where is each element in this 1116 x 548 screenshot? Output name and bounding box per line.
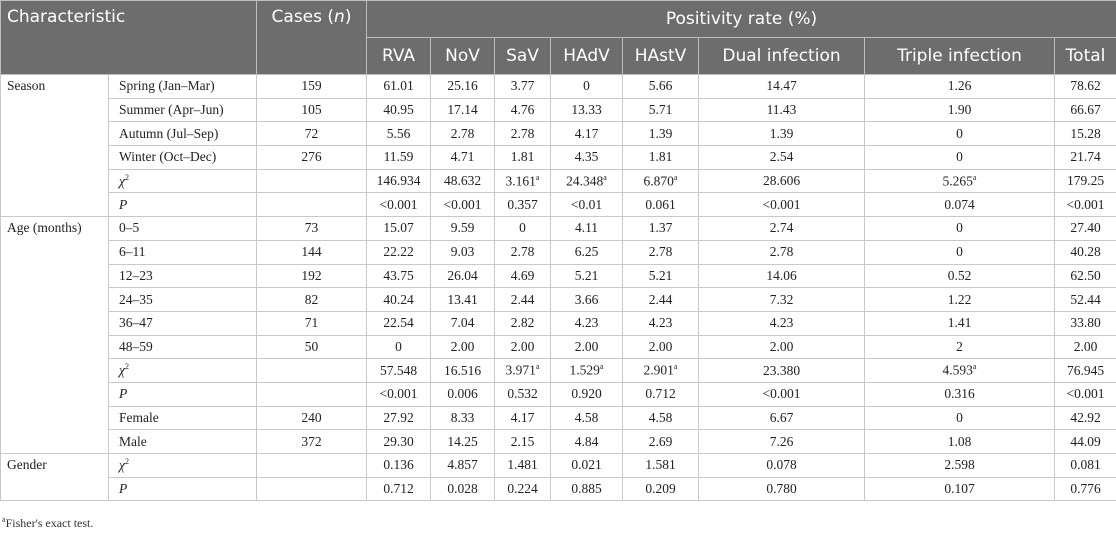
header-cases: Cases (n) (257, 1, 367, 75)
cell-value: 40.24 (367, 288, 431, 312)
cell-value: 0.224 (495, 477, 551, 501)
cell-value: 2.00 (431, 335, 495, 359)
cell-value: 25.16 (431, 75, 495, 99)
table-row (1, 122, 1116, 146)
cell-cases: 105 (257, 98, 367, 122)
table-row (1, 288, 1116, 312)
group-season: Season (1, 75, 109, 217)
cell-value: 0 (865, 122, 1055, 146)
cell-value: 6.25 (551, 240, 623, 264)
cell-value: 0.107 (865, 477, 1055, 501)
cell-value: 1.26 (865, 75, 1055, 99)
cell-value: 2.69 (623, 430, 699, 454)
row-label: Female (109, 406, 257, 430)
cell-value: 5.265$^a$ (865, 169, 1055, 193)
cell-value: 2.82 (495, 311, 551, 335)
cell-value: 0 (551, 75, 623, 99)
cell-value: 7.32 (699, 288, 865, 312)
cell-value: 23.380 (699, 359, 865, 383)
cell-value: 0 (367, 335, 431, 359)
group-gender: Gender (1, 454, 109, 501)
cell-value: 1.90 (865, 98, 1055, 122)
row-label: Male (109, 430, 257, 454)
cell-cases: 192 (257, 264, 367, 288)
cell-value: 62.50 (1055, 264, 1116, 288)
row-label: 6–11 (109, 240, 257, 264)
header-nov: NoV (431, 38, 495, 75)
cell-value: 1.81 (495, 146, 551, 170)
table-row (1, 169, 1116, 193)
row-label: Autumn (Jul–Sep) (109, 122, 257, 146)
cell-value: <0.001 (1055, 193, 1116, 217)
cell-value: 11.59 (367, 146, 431, 170)
header-triple-infection: Triple infection (865, 38, 1055, 75)
table-row (1, 454, 1116, 478)
row-label: Summer (Apr–Jun) (109, 98, 257, 122)
cell-cases: 240 (257, 406, 367, 430)
cell-value: 1.08 (865, 430, 1055, 454)
cell-value: 4.17 (495, 406, 551, 430)
cell-value: 4.593$^a$ (865, 359, 1055, 383)
cell-cases (257, 193, 367, 217)
cell-value: 0.357 (495, 193, 551, 217)
row-label-p: P (109, 382, 257, 406)
cell-value: 27.92 (367, 406, 431, 430)
cell-value: 2.74 (699, 217, 865, 241)
cell-value: 5.56 (367, 122, 431, 146)
table-row (1, 335, 1116, 359)
table-row (1, 264, 1116, 288)
cell-value: <0.001 (367, 193, 431, 217)
cell-value: 0 (865, 240, 1055, 264)
row-label: Winter (Oct–Dec) (109, 146, 257, 170)
cell-value: 0 (865, 217, 1055, 241)
cell-value: 0.028 (431, 477, 495, 501)
cell-value: 0.074 (865, 193, 1055, 217)
table-row (1, 359, 1116, 383)
cell-value: 0.920 (551, 382, 623, 406)
cell-value: 76.945 (1055, 359, 1116, 383)
cell-value: 3.161$^a$ (495, 169, 551, 193)
cell-cases (257, 359, 367, 383)
table-row (1, 406, 1116, 430)
cell-cases (257, 454, 367, 478)
row-label-chi-square: $\chi^2$ (109, 359, 257, 383)
cell-value: 6.870$^a$ (623, 169, 699, 193)
cell-value: 0 (495, 217, 551, 241)
table-row (1, 430, 1116, 454)
cell-cases: 276 (257, 146, 367, 170)
cell-value: 28.606 (699, 169, 865, 193)
cell-value: 0.078 (699, 454, 865, 478)
table-row (1, 98, 1116, 122)
cell-value: 1.81 (623, 146, 699, 170)
cell-value: 1.529$^a$ (551, 359, 623, 383)
cell-value: 42.92 (1055, 406, 1116, 430)
cell-value: 4.35 (551, 146, 623, 170)
cell-cases (257, 477, 367, 501)
cell-value: 2.78 (495, 240, 551, 264)
cell-value: 0.780 (699, 477, 865, 501)
cell-value: 0.52 (865, 264, 1055, 288)
cell-value: 27.40 (1055, 217, 1116, 241)
cell-value: 4.71 (431, 146, 495, 170)
cell-value: <0.001 (699, 382, 865, 406)
cell-value: <0.001 (367, 382, 431, 406)
cell-value: 4.23 (551, 311, 623, 335)
cell-value: 26.04 (431, 264, 495, 288)
cell-value: 2.00 (1055, 335, 1116, 359)
cell-value: 24.348$^a$ (551, 169, 623, 193)
cell-cases: 144 (257, 240, 367, 264)
cell-value: 0.776 (1055, 477, 1116, 501)
cell-value: 52.44 (1055, 288, 1116, 312)
cell-value: 3.77 (495, 75, 551, 99)
cell-value: 2.54 (699, 146, 865, 170)
cell-value: 1.581 (623, 454, 699, 478)
cell-value: 57.548 (367, 359, 431, 383)
cell-value: 33.80 (1055, 311, 1116, 335)
cell-value: <0.01 (551, 193, 623, 217)
cell-cases: 372 (257, 430, 367, 454)
cell-value: 78.62 (1055, 75, 1116, 99)
cell-cases: 72 (257, 122, 367, 146)
table-row (1, 477, 1116, 501)
row-label-p: P (109, 193, 257, 217)
row-label: 36–47 (109, 311, 257, 335)
cell-value: 48.632 (431, 169, 495, 193)
cell-value: 1.39 (699, 122, 865, 146)
cell-value: 4.23 (623, 311, 699, 335)
cell-value: 0.209 (623, 477, 699, 501)
cell-cases (257, 169, 367, 193)
cell-value: 0.006 (431, 382, 495, 406)
cell-value: 2.78 (699, 240, 865, 264)
cell-value: 4.58 (623, 406, 699, 430)
cell-value: 6.67 (699, 406, 865, 430)
cell-value: 2.00 (623, 335, 699, 359)
cell-value: 29.30 (367, 430, 431, 454)
row-label: 24–35 (109, 288, 257, 312)
cell-value: 0.021 (551, 454, 623, 478)
cell-value: 0.712 (623, 382, 699, 406)
cell-value: <0.001 (699, 193, 865, 217)
cell-value: 3.971$^a$ (495, 359, 551, 383)
cell-value: 15.28 (1055, 122, 1116, 146)
header-characteristic: Characteristic (1, 1, 257, 75)
cell-value: 40.95 (367, 98, 431, 122)
table-row (1, 146, 1116, 170)
cell-value: 0.136 (367, 454, 431, 478)
cell-value: 16.516 (431, 359, 495, 383)
cell-value: 1.22 (865, 288, 1055, 312)
cell-value: 43.75 (367, 264, 431, 288)
header-dual-infection: Dual infection (699, 38, 865, 75)
cell-value: 1.41 (865, 311, 1055, 335)
cell-value: 0.712 (367, 477, 431, 501)
cell-value: 0.532 (495, 382, 551, 406)
header-positivity-rate: Positivity rate (%) (367, 1, 1116, 38)
row-label: 12–23 (109, 264, 257, 288)
table-row (1, 382, 1116, 406)
cell-cases: 73 (257, 217, 367, 241)
row-label: 48–59 (109, 335, 257, 359)
row-label: 0–5 (109, 217, 257, 241)
table-row (1, 193, 1116, 217)
cell-value: 4.857 (431, 454, 495, 478)
cell-value: 179.25 (1055, 169, 1116, 193)
cell-value: 7.04 (431, 311, 495, 335)
group-age: Age (months) (1, 217, 109, 454)
table-row (1, 240, 1116, 264)
cell-value: 4.76 (495, 98, 551, 122)
cell-value: 8.33 (431, 406, 495, 430)
row-label-chi-square: $\chi^2$ (109, 169, 257, 193)
cell-cases: 159 (257, 75, 367, 99)
table-row (1, 217, 1116, 241)
cell-value: 4.58 (551, 406, 623, 430)
cell-value: 4.84 (551, 430, 623, 454)
cell-value: 5.21 (551, 264, 623, 288)
cell-value: 13.33 (551, 98, 623, 122)
cell-value: 2.00 (551, 335, 623, 359)
cell-value: 5.71 (623, 98, 699, 122)
cell-value: 2.44 (495, 288, 551, 312)
cell-value: 0.316 (865, 382, 1055, 406)
row-label-chi-square: $\chi^2$ (109, 454, 257, 478)
table-footnote: $^a$Fisher's exact test. (2, 515, 94, 531)
cell-value: <0.001 (1055, 382, 1116, 406)
cell-cases: 71 (257, 311, 367, 335)
cell-value: 2 (865, 335, 1055, 359)
cell-value: 15.07 (367, 217, 431, 241)
cell-value: 4.69 (495, 264, 551, 288)
cell-value: 2.15 (495, 430, 551, 454)
cell-value: 0 (865, 146, 1055, 170)
cell-value: 4.23 (699, 311, 865, 335)
cell-value: <0.001 (431, 193, 495, 217)
cell-value: 1.37 (623, 217, 699, 241)
cell-value: 22.54 (367, 311, 431, 335)
cell-value: 5.21 (623, 264, 699, 288)
cell-value: 1.481 (495, 454, 551, 478)
cell-value: 2.78 (623, 240, 699, 264)
cell-value: 14.06 (699, 264, 865, 288)
cell-cases (257, 382, 367, 406)
cell-value: 7.26 (699, 430, 865, 454)
cell-value: 66.67 (1055, 98, 1116, 122)
cell-value: 44.09 (1055, 430, 1116, 454)
cell-value: 2.00 (699, 335, 865, 359)
row-label: Spring (Jan–Mar) (109, 75, 257, 99)
cell-cases: 82 (257, 288, 367, 312)
cell-value: 1.39 (623, 122, 699, 146)
cell-value: 2.00 (495, 335, 551, 359)
cell-value: 5.66 (623, 75, 699, 99)
header-total: Total (1055, 38, 1116, 75)
cell-value: 4.11 (551, 217, 623, 241)
cell-value: 13.41 (431, 288, 495, 312)
cell-value: 2.78 (495, 122, 551, 146)
table-row (1, 311, 1116, 335)
cell-value: 0.081 (1055, 454, 1116, 478)
cell-value: 14.47 (699, 75, 865, 99)
cell-value: 3.66 (551, 288, 623, 312)
row-label-p: P (109, 477, 257, 501)
cell-value: 9.59 (431, 217, 495, 241)
cell-value: 9.03 (431, 240, 495, 264)
cell-value: 146.934 (367, 169, 431, 193)
cell-value: 2.78 (431, 122, 495, 146)
cell-value: 14.25 (431, 430, 495, 454)
cell-value: 4.17 (551, 122, 623, 146)
cell-value: 2.901$^a$ (623, 359, 699, 383)
cell-value: 11.43 (699, 98, 865, 122)
header-sav: SaV (495, 38, 551, 75)
header-hastv: HAstV (623, 38, 699, 75)
header-rva: RVA (367, 38, 431, 75)
cell-value: 2.44 (623, 288, 699, 312)
cell-value: 0 (865, 406, 1055, 430)
table-row (1, 75, 1116, 99)
cell-value: 61.01 (367, 75, 431, 99)
cell-value: 0.885 (551, 477, 623, 501)
cell-value: 21.74 (1055, 146, 1116, 170)
cell-value: 2.598 (865, 454, 1055, 478)
cell-value: 40.28 (1055, 240, 1116, 264)
cell-value: 22.22 (367, 240, 431, 264)
cell-cases: 50 (257, 335, 367, 359)
header-hadv: HAdV (551, 38, 623, 75)
cell-value: 17.14 (431, 98, 495, 122)
cell-value: 0.061 (623, 193, 699, 217)
